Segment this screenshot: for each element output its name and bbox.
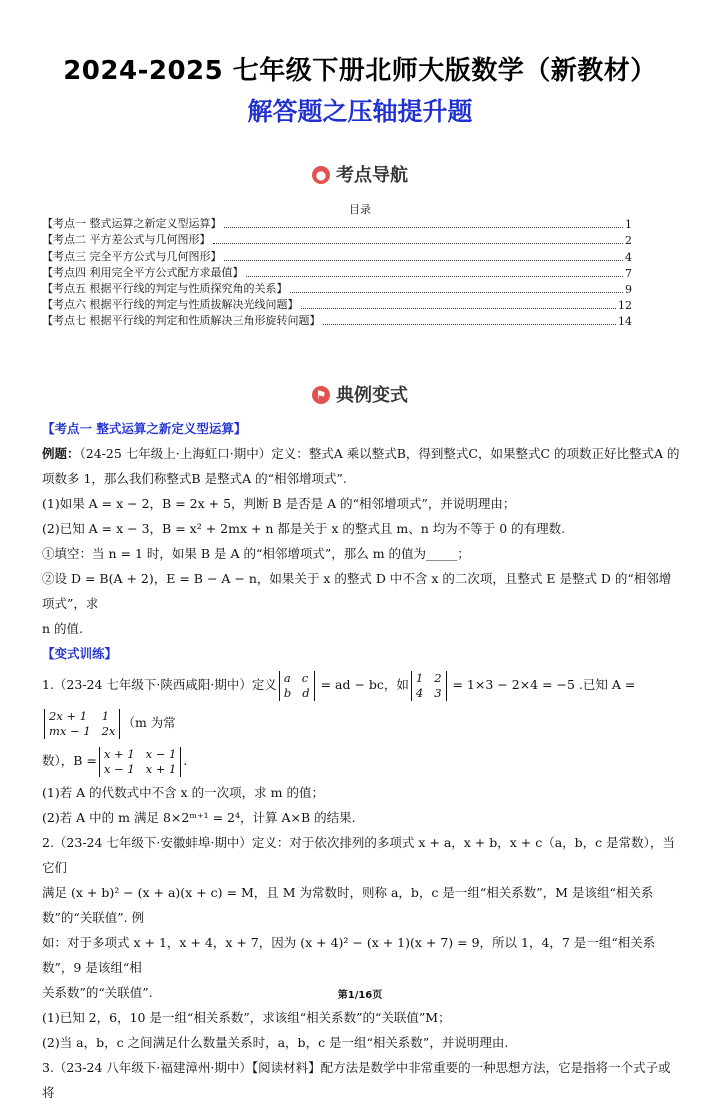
problem-1-mid1: = ad − bc，如: [316, 677, 409, 692]
toc-item-page: 12: [618, 299, 632, 313]
nav-heading-text: 考点导航: [336, 165, 408, 186]
flag-icon: ⚑: [312, 386, 330, 404]
example-question-2a: ①填空：当 n = 1 时，如果 B 是 A 的“相邻增项式”，那么 m 的值为_____；: [42, 546, 470, 561]
toc-item-label: 【考点五 根据平行线的判定与性质探究角的关系】: [42, 281, 288, 295]
toc-item-label: 【考点三 完全平方公式与几何图形】: [42, 249, 222, 263]
toc-item-page: 1: [625, 218, 632, 232]
toc-leader-dots: [301, 308, 617, 309]
document-title: 2024-2025 七年级下册北师大版数学（新教材）: [63, 56, 657, 86]
example-text-line2: 项数多 1，那么我们称整式B 是整式A 的“相邻增项式”.: [42, 471, 347, 486]
determinant-example: [411, 671, 447, 701]
toc-leader-dots: [224, 260, 624, 261]
example-question-1: (1)如果 A = x − 2，B = 2x + 5，判断 B 是否是 A 的“相邻增项式”，并说明理由；: [42, 496, 516, 511]
toc-item[interactable]: [42, 215, 632, 231]
determinant-definition: [279, 671, 315, 701]
nav-section-heading: [0, 161, 720, 187]
example-text-line1: （24-25 七年级上·上海虹口·期中）定义：整式A 乘以整式B，得到整式C，如果整式C 的项数正好比整式A 的: [79, 446, 680, 461]
problem-2-line4: 关系数”的“关联值”.: [42, 985, 153, 1000]
toc-item-page: 9: [625, 282, 632, 296]
toc-item[interactable]: [42, 296, 632, 312]
det-row: b d: [283, 685, 310, 700]
problem-2-line3: 如：对于多项式 x + 1，x + 4，x + 7，因为 (x + 4)² − (x + 1)(x + 7) = 9，所以 1，4，7 是一组“相关系数”，9 是该组“相: [42, 935, 656, 975]
examples-section-heading: [0, 381, 720, 407]
topic-heading: 【考点一 整式运算之新定义型运算】: [42, 421, 247, 436]
person-icon: ●: [312, 166, 330, 184]
example-question-2b-line2: n 的值.: [42, 621, 83, 636]
toc-item-page: 2: [625, 234, 632, 248]
det-row: x − 1 x + 1: [103, 761, 177, 776]
problem-1-line2-prefix: 数），B =: [42, 753, 97, 768]
example-question-2: (2)已知 A = x − 3，B = x² + 2mx + n 都是关于 x 的整式且 m、n 均为不等于 0 的有理数.: [42, 521, 566, 536]
table-of-contents: [42, 215, 632, 328]
problem-1-suffix: （m 为常: [122, 715, 176, 730]
det-row: 1 2: [415, 670, 442, 685]
det-row: 2x + 1 1: [49, 708, 110, 723]
problem-2-question-1: (1)已知 2，6，10 是一组“相关系数”，求该组“相关系数”的“关联值”M；: [42, 1010, 451, 1025]
det-row: 4 3: [415, 685, 442, 700]
toc-leader-dots: [213, 243, 624, 244]
toc-leader-dots: [323, 324, 617, 325]
toc-leader-dots: [290, 292, 624, 293]
toc-item[interactable]: [42, 247, 632, 263]
example-question-2b-line1: ②设 D = B(A + 2)，E = B − A − n，如果关于 x 的整式 D 中不含 x 的二次项，且整式 E 是整式 D 的“相邻增项式”，求: [42, 571, 672, 611]
toc-item[interactable]: [42, 312, 632, 328]
det-row: a c: [283, 670, 309, 685]
problem-2-line2: 满足 (x + b)² − (x + a)(x + c) = M，且 M 为常数时，则称 a，b，c 是一组“相关系数”，M 是该组“相关系数”的“关联值”. 例: [42, 885, 654, 925]
example-label: 例题：: [42, 446, 80, 461]
toc-item[interactable]: [42, 264, 632, 280]
problem-1-line1: [42, 666, 682, 742]
document-subtitle: 解答题之压轴提升题: [247, 97, 473, 126]
problem-1-line2-suffix: .: [183, 753, 188, 768]
problem-2-question-2: (2)当 a，b，c 之间满足什么数量关系时，a，b，c 是一组“相关系数”，并说明理由.: [42, 1035, 509, 1050]
toc-item[interactable]: [42, 280, 632, 296]
problem-2-line1: 2.（23-24 七年级下·安徽蚌埠·期中）定义：对于依次排列的多项式 x + a，x + b，x + c（a，b，c 是常数），当它们: [42, 835, 675, 875]
problem-3-line1: 3.（23-24 八年级下·福建漳州·期中）【阅读材料】配方法是数学中非常重要的一种思想方法，它是指将一个式子或将: [42, 1060, 671, 1100]
toc-item[interactable]: [42, 231, 632, 247]
toc-item-label: 【考点一 整式运算之新定义型运算】: [42, 217, 222, 231]
toc-item-label: 【考点六 根据平行线的判定与性质拔解决光线问题】: [42, 298, 299, 312]
determinant-a: [44, 709, 120, 739]
examples-heading-text: 典例变式: [336, 385, 408, 406]
problem-1-mid2: = 1×3 − 2×4 = −5 .已知 A =: [448, 677, 636, 692]
toc-leader-dots: [224, 227, 624, 228]
problem-1-line2: [42, 742, 682, 780]
toc-leader-dots: [246, 276, 624, 277]
page-number: 第1/16页: [337, 990, 383, 1001]
problem-1-prefix: 1.（23-24 七年级下·陕西咸阳·期中）定义: [42, 677, 277, 692]
main-content: [42, 416, 682, 1105]
toc-item-page: 4: [625, 250, 632, 264]
toc-item-page: 7: [625, 266, 632, 280]
problem-1-question-2: (2)若 A 中的 m 满足 8×2ᵐ⁺¹ = 2⁴，计算 A×B 的结果.: [42, 810, 356, 825]
det-row: mx − 1 2x: [49, 723, 116, 738]
toc-item-label: 【考点七 根据平行线的判定和性质解决三角形旋转问题】: [42, 314, 321, 328]
training-heading: 【变式训练】: [42, 646, 118, 661]
toc-item-page: 14: [618, 315, 632, 329]
toc-title: 目录: [349, 203, 371, 216]
toc-item-label: 【考点二 平方差公式与几何图形】: [42, 233, 211, 247]
problem-1-question-1: (1)若 A 的代数式中不含 x 的一次项，求 m 的值；: [42, 785, 324, 800]
determinant-b: [99, 747, 181, 777]
toc-item-label: 【考点四 利用完全平方公式配方求最值】: [42, 265, 244, 279]
det-row: x + 1 x − 1: [103, 746, 177, 761]
